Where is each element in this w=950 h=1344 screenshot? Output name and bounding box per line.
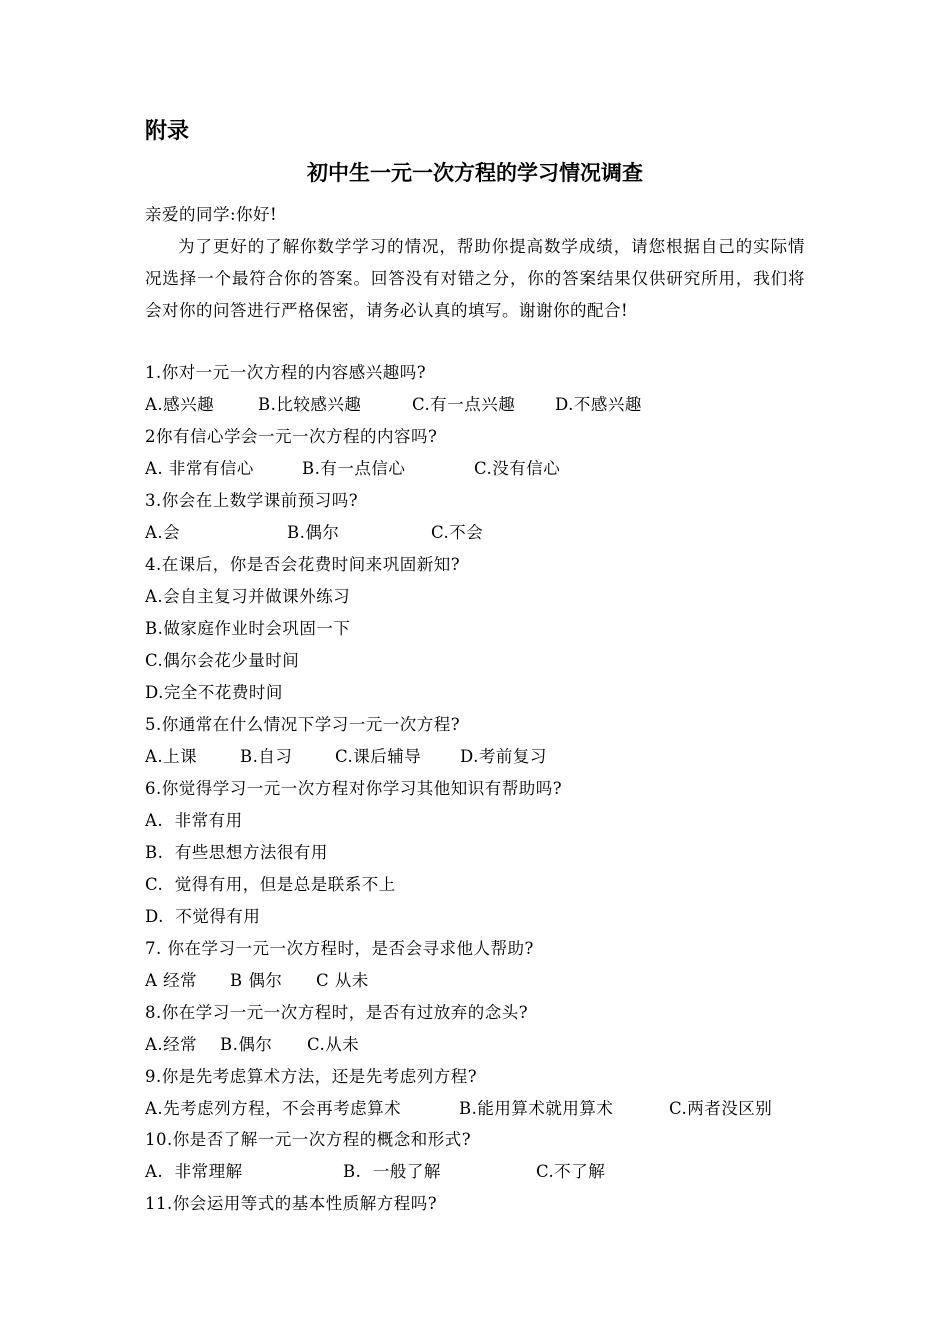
- question-3: 3.你会在上数学课前预习吗?: [145, 491, 359, 510]
- q1-option-b: B.比较感兴趣: [258, 395, 362, 414]
- question-7: 7. 你在学习一元一次方程时，是否会寻求他人帮助?: [145, 939, 534, 958]
- q10-option-c: C.不了解: [536, 1162, 606, 1181]
- q5-option-b: B.自习: [240, 747, 293, 766]
- question-1: 1.你对一元一次方程的内容感兴趣吗?: [145, 363, 427, 382]
- q2-option-c: C.没有信心: [474, 459, 561, 478]
- q5-option-d: D.考前复习: [460, 747, 547, 766]
- q7-option-b: B 偶尔: [230, 971, 283, 990]
- q1-option-c: C.有一点兴趣: [412, 395, 516, 414]
- q5-option-c: C.课后辅导: [335, 747, 422, 766]
- q10-option-b: B. 一般了解: [343, 1162, 441, 1181]
- q9-option-b: B.能用算术就用算术: [459, 1099, 614, 1118]
- q6-option-a: A. 非常有用: [145, 811, 243, 830]
- q6-option-d: D. 不觉得有用: [145, 907, 261, 926]
- q6-option-b: B. 有些思想方法很有用: [145, 843, 328, 862]
- q6-option-c: C. 觉得有用，但是总是联系不上: [145, 875, 396, 894]
- intro-paragraph: 为了更好的了解你数学学习的情况，帮助你提高数学成绩，请您根据自己的实际情况选择一个最符合你的答案。回答没有对错之分，你的答案结果仅供研究所用，我们将会对你的问答进行严格保密，请务必认真的填写。谢谢你的配合!: [145, 237, 805, 320]
- appendix-heading: 附录: [145, 119, 190, 144]
- question-4: 4.在课后，你是否会花费时间来巩固新知?: [145, 555, 461, 574]
- q8-option-c: C.从未: [307, 1035, 360, 1054]
- question-9: 9.你是先考虑算术方法，还是先考虑列方程?: [145, 1067, 478, 1086]
- q7-option-c: C 从未: [316, 971, 369, 990]
- question-6: 6.你觉得学习一元一次方程对你学习其他知识有帮助吗?: [145, 779, 563, 798]
- q5-option-a: A.上课: [145, 747, 198, 766]
- q3-option-b: B.偶尔: [287, 523, 340, 542]
- q3-option-a: A.会: [145, 523, 181, 542]
- question-5: 5.你通常在什么情况下学习一元一次方程?: [145, 715, 461, 734]
- q9-option-a: A.先考虑列方程，不会再考虑算术: [145, 1099, 402, 1118]
- question-2: 2你有信心学会一元一次方程的内容吗?: [145, 427, 438, 446]
- q8-option-a: A.经常: [145, 1035, 198, 1054]
- q8-option-b: B.偶尔: [220, 1035, 273, 1054]
- q1-option-d: D.不感兴趣: [555, 395, 642, 414]
- q2-option-a: A. 非常有信心: [145, 459, 254, 478]
- q1-option-a: A.感兴趣: [145, 395, 215, 414]
- q4-option-b: B.做家庭作业时会巩固一下: [145, 619, 351, 638]
- q3-option-c: C.不会: [431, 523, 484, 542]
- question-10: 10.你是否了解一元一次方程的概念和形式?: [145, 1130, 472, 1149]
- question-11: 11.你会运用等式的基本性质解方程吗?: [145, 1194, 438, 1213]
- question-8: 8.你在学习一元一次方程时，是否有过放弃的念头?: [145, 1003, 529, 1022]
- q2-option-b: B.有一点信心: [302, 459, 406, 478]
- greeting: 亲爱的同学:你好!: [145, 205, 278, 224]
- q10-option-a: A. 非常理解: [145, 1162, 243, 1181]
- survey-title: 初中生一元一次方程的学习情况调查: [307, 161, 643, 185]
- q4-option-c: C.偶尔会花少量时间: [145, 651, 300, 670]
- q4-option-d: D.完全不花费时间: [145, 683, 283, 702]
- q9-option-c: C.两者没区别: [669, 1099, 773, 1118]
- q4-option-a: A.会自主复习并做课外练习: [145, 587, 351, 606]
- q7-option-a: A 经常: [145, 971, 198, 990]
